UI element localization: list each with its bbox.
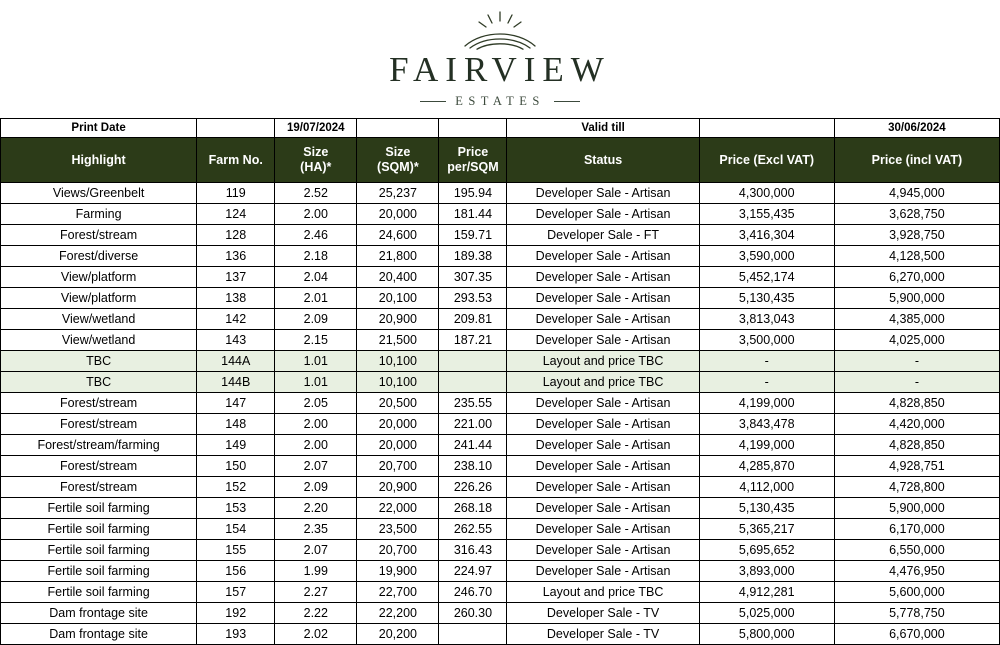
price-per-sqm-cell: 262.55 [439, 519, 507, 540]
highlight-cell: Fertile soil farming [1, 498, 197, 519]
farm-no-cell: 155 [197, 540, 275, 561]
size-sqm-cell: 20,700 [357, 540, 439, 561]
price-per-sqm-cell [439, 351, 507, 372]
status-cell: Layout and price TBC [507, 372, 699, 393]
size-sqm-cell: 20,400 [357, 267, 439, 288]
size-sqm-cell: 20,200 [357, 624, 439, 645]
highlight-cell: Forest/stream [1, 456, 197, 477]
farm-no-cell: 119 [197, 183, 275, 204]
price-excl-vat-cell: 5,695,652 [699, 540, 834, 561]
price-incl-vat-cell: 4,728,800 [834, 477, 999, 498]
price-incl-vat-cell: 4,385,000 [834, 309, 999, 330]
column-header-size-ha-line2: (HA)* [300, 160, 332, 174]
price-incl-vat-cell: 5,900,000 [834, 498, 999, 519]
highlight-cell: Views/Greenbelt [1, 183, 197, 204]
status-cell: Developer Sale - Artisan [507, 267, 699, 288]
column-header-size-sqm-line1: Size [385, 145, 411, 159]
size-ha-cell: 2.09 [275, 309, 357, 330]
price-excl-vat-cell: 4,199,000 [699, 393, 834, 414]
price-incl-vat-cell: 4,420,000 [834, 414, 999, 435]
valid-till-label: Valid till [507, 119, 699, 138]
price-incl-vat-cell: 5,900,000 [834, 288, 999, 309]
price-excl-vat-cell: 3,590,000 [699, 246, 834, 267]
size-sqm-cell: 20,700 [357, 456, 439, 477]
divider-right [554, 101, 580, 102]
farm-no-cell: 144B [197, 372, 275, 393]
farm-no-cell: 138 [197, 288, 275, 309]
price-excl-vat-cell: - [699, 372, 834, 393]
farm-no-cell: 124 [197, 204, 275, 225]
size-ha-cell: 2.15 [275, 330, 357, 351]
price-excl-vat-cell: 4,912,281 [699, 582, 834, 603]
price-excl-vat-cell: - [699, 351, 834, 372]
price-per-sqm-cell: 241.44 [439, 435, 507, 456]
status-cell: Developer Sale - Artisan [507, 246, 699, 267]
highlight-cell: View/platform [1, 288, 197, 309]
size-ha-cell: 2.00 [275, 435, 357, 456]
size-ha-cell: 2.46 [275, 225, 357, 246]
price-excl-vat-cell: 3,893,000 [699, 561, 834, 582]
table-row [1, 477, 1000, 498]
size-sqm-cell: 20,500 [357, 393, 439, 414]
valid-till-value: 30/06/2024 [834, 119, 999, 138]
price-incl-vat-cell: 4,476,950 [834, 561, 999, 582]
price-incl-vat-cell: 4,828,850 [834, 393, 999, 414]
table-row [1, 624, 1000, 645]
highlight-cell: Forest/stream/farming [1, 435, 197, 456]
farm-no-cell: 148 [197, 414, 275, 435]
highlight-cell: View/wetland [1, 309, 197, 330]
price-incl-vat-cell: 6,270,000 [834, 267, 999, 288]
table-row [1, 456, 1000, 477]
table-row [1, 603, 1000, 624]
price-incl-vat-cell: 4,828,850 [834, 435, 999, 456]
size-ha-cell: 2.00 [275, 204, 357, 225]
highlight-cell: Forest/stream [1, 477, 197, 498]
size-sqm-cell: 21,500 [357, 330, 439, 351]
print-date-label: Print Date [1, 119, 197, 138]
farm-no-cell: 150 [197, 456, 275, 477]
column-header-size-ha [275, 138, 357, 183]
size-ha-cell: 1.01 [275, 372, 357, 393]
status-cell: Developer Sale - FT [507, 225, 699, 246]
price-excl-vat-cell: 5,452,174 [699, 267, 834, 288]
status-cell: Developer Sale - TV [507, 603, 699, 624]
size-sqm-cell: 20,900 [357, 477, 439, 498]
size-sqm-cell: 20,000 [357, 435, 439, 456]
size-sqm-cell: 10,100 [357, 351, 439, 372]
table-row [1, 414, 1000, 435]
table-row [1, 393, 1000, 414]
highlight-cell: Fertile soil farming [1, 582, 197, 603]
column-header-price-per-sqm-line2: per/SQM [447, 160, 499, 174]
status-cell: Developer Sale - Artisan [507, 540, 699, 561]
status-cell: Developer Sale - Artisan [507, 204, 699, 225]
status-cell: Developer Sale - Artisan [507, 288, 699, 309]
divider-left [420, 101, 446, 102]
price-excl-vat-cell: 3,843,478 [699, 414, 834, 435]
status-cell: Developer Sale - Artisan [507, 330, 699, 351]
size-sqm-cell: 23,500 [357, 519, 439, 540]
price-list-table [0, 118, 1000, 645]
size-ha-cell: 2.22 [275, 603, 357, 624]
highlight-cell: Dam frontage site [1, 624, 197, 645]
table-row [1, 561, 1000, 582]
price-per-sqm-cell: 224.97 [439, 561, 507, 582]
table-row [1, 372, 1000, 393]
table-row [1, 183, 1000, 204]
size-sqm-cell: 20,900 [357, 309, 439, 330]
sunrise-field-icon [457, 10, 543, 50]
price-excl-vat-cell: 4,112,000 [699, 477, 834, 498]
table-row [1, 267, 1000, 288]
size-sqm-cell: 22,200 [357, 603, 439, 624]
size-ha-cell: 2.07 [275, 540, 357, 561]
brand-header [0, 0, 1000, 118]
highlight-cell: View/platform [1, 267, 197, 288]
highlight-cell: Forest/stream [1, 393, 197, 414]
price-incl-vat-cell: 3,928,750 [834, 225, 999, 246]
price-incl-vat-cell: 4,945,000 [834, 183, 999, 204]
table-row [1, 498, 1000, 519]
table-row [1, 540, 1000, 561]
farm-no-cell: 152 [197, 477, 275, 498]
highlight-cell: Forest/diverse [1, 246, 197, 267]
price-incl-vat-cell: 5,778,750 [834, 603, 999, 624]
size-sqm-cell: 19,900 [357, 561, 439, 582]
print-date-value: 19/07/2024 [275, 119, 357, 138]
status-cell: Developer Sale - Artisan [507, 519, 699, 540]
table-row [1, 288, 1000, 309]
size-ha-cell: 2.35 [275, 519, 357, 540]
price-per-sqm-cell: 238.10 [439, 456, 507, 477]
price-incl-vat-cell: 3,628,750 [834, 204, 999, 225]
status-cell: Layout and price TBC [507, 582, 699, 603]
price-per-sqm-cell: 187.21 [439, 330, 507, 351]
farm-no-cell: 154 [197, 519, 275, 540]
size-sqm-cell: 22,700 [357, 582, 439, 603]
price-incl-vat-cell: 6,670,000 [834, 624, 999, 645]
size-sqm-cell: 25,237 [357, 183, 439, 204]
price-excl-vat-cell: 3,416,304 [699, 225, 834, 246]
price-excl-vat-cell: 3,155,435 [699, 204, 834, 225]
farm-no-cell: 147 [197, 393, 275, 414]
farm-no-cell: 142 [197, 309, 275, 330]
size-ha-cell: 2.00 [275, 414, 357, 435]
highlight-cell: Forest/stream [1, 225, 197, 246]
status-cell: Developer Sale - TV [507, 624, 699, 645]
size-sqm-cell: 20,000 [357, 414, 439, 435]
table-row [1, 246, 1000, 267]
price-per-sqm-cell: 195.94 [439, 183, 507, 204]
size-sqm-cell: 20,000 [357, 204, 439, 225]
status-cell: Layout and price TBC [507, 351, 699, 372]
meta-spacer-1 [197, 119, 275, 138]
price-per-sqm-cell: 235.55 [439, 393, 507, 414]
brand-subtitle-row [420, 94, 580, 109]
price-incl-vat-cell: 4,128,500 [834, 246, 999, 267]
price-excl-vat-cell: 4,285,870 [699, 456, 834, 477]
highlight-cell: View/wetland [1, 330, 197, 351]
column-header-size-ha-line1: Size [303, 145, 329, 159]
price-excl-vat-cell: 5,025,000 [699, 603, 834, 624]
size-ha-cell: 2.27 [275, 582, 357, 603]
table-body [1, 183, 1000, 645]
price-per-sqm-cell: 209.81 [439, 309, 507, 330]
column-header-price-excl-vat: Price (Excl VAT) [699, 138, 834, 183]
price-per-sqm-cell: 307.35 [439, 267, 507, 288]
table-header-row [1, 138, 1000, 183]
highlight-cell: Fertile soil farming [1, 540, 197, 561]
price-per-sqm-cell: 268.18 [439, 498, 507, 519]
table-row [1, 582, 1000, 603]
farm-no-cell: 192 [197, 603, 275, 624]
farm-no-cell: 144A [197, 351, 275, 372]
price-incl-vat-cell: 5,600,000 [834, 582, 999, 603]
price-per-sqm-cell: 181.44 [439, 204, 507, 225]
column-header-status: Status [507, 138, 699, 183]
size-ha-cell: 1.01 [275, 351, 357, 372]
price-per-sqm-cell: 316.43 [439, 540, 507, 561]
price-excl-vat-cell: 3,500,000 [699, 330, 834, 351]
size-sqm-cell: 21,800 [357, 246, 439, 267]
brand-subtitle: ESTATES [455, 94, 545, 108]
farm-no-cell: 128 [197, 225, 275, 246]
column-header-price-per-sqm-line1: Price [457, 145, 489, 159]
size-ha-cell: 2.09 [275, 477, 357, 498]
table-row [1, 309, 1000, 330]
highlight-cell: Fertile soil farming [1, 519, 197, 540]
table-row [1, 330, 1000, 351]
price-incl-vat-cell: - [834, 372, 999, 393]
price-excl-vat-cell: 4,199,000 [699, 435, 834, 456]
meta-row [1, 119, 1000, 138]
farm-no-cell: 193 [197, 624, 275, 645]
size-ha-cell: 2.20 [275, 498, 357, 519]
farm-no-cell: 137 [197, 267, 275, 288]
farm-no-cell: 143 [197, 330, 275, 351]
column-header-size-sqm-line2: (SQM)* [377, 160, 419, 174]
status-cell: Developer Sale - Artisan [507, 561, 699, 582]
status-cell: Developer Sale - Artisan [507, 477, 699, 498]
highlight-cell: TBC [1, 351, 197, 372]
size-sqm-cell: 20,100 [357, 288, 439, 309]
size-ha-cell: 2.01 [275, 288, 357, 309]
highlight-cell: Fertile soil farming [1, 561, 197, 582]
price-incl-vat-cell: 6,550,000 [834, 540, 999, 561]
price-per-sqm-cell: 189.38 [439, 246, 507, 267]
column-header-farm-no: Farm No. [197, 138, 275, 183]
price-per-sqm-cell: 260.30 [439, 603, 507, 624]
highlight-cell: Dam frontage site [1, 603, 197, 624]
table-row [1, 225, 1000, 246]
status-cell: Developer Sale - Artisan [507, 183, 699, 204]
size-sqm-cell: 24,600 [357, 225, 439, 246]
size-sqm-cell: 22,000 [357, 498, 439, 519]
farm-no-cell: 149 [197, 435, 275, 456]
column-header-highlight: Highlight [1, 138, 197, 183]
status-cell: Developer Sale - Artisan [507, 435, 699, 456]
price-excl-vat-cell: 4,300,000 [699, 183, 834, 204]
highlight-cell: Forest/stream [1, 414, 197, 435]
farm-no-cell: 153 [197, 498, 275, 519]
price-per-sqm-cell [439, 624, 507, 645]
size-ha-cell: 2.52 [275, 183, 357, 204]
meta-spacer-3 [439, 119, 507, 138]
price-per-sqm-cell: 246.70 [439, 582, 507, 603]
farm-no-cell: 157 [197, 582, 275, 603]
column-header-price-per-sqm [439, 138, 507, 183]
table-row [1, 519, 1000, 540]
price-excl-vat-cell: 3,813,043 [699, 309, 834, 330]
size-ha-cell: 2.18 [275, 246, 357, 267]
status-cell: Developer Sale - Artisan [507, 414, 699, 435]
price-per-sqm-cell: 159.71 [439, 225, 507, 246]
highlight-cell: TBC [1, 372, 197, 393]
table-row [1, 435, 1000, 456]
price-incl-vat-cell: 4,928,751 [834, 456, 999, 477]
table-row [1, 204, 1000, 225]
status-cell: Developer Sale - Artisan [507, 456, 699, 477]
highlight-cell: Farming [1, 204, 197, 225]
price-incl-vat-cell: 6,170,000 [834, 519, 999, 540]
column-header-price-incl-vat: Price (incl VAT) [834, 138, 999, 183]
farm-no-cell: 136 [197, 246, 275, 267]
farm-no-cell: 156 [197, 561, 275, 582]
price-per-sqm-cell [439, 372, 507, 393]
status-cell: Developer Sale - Artisan [507, 393, 699, 414]
price-excl-vat-cell: 5,130,435 [699, 288, 834, 309]
price-per-sqm-cell: 221.00 [439, 414, 507, 435]
size-ha-cell: 2.04 [275, 267, 357, 288]
size-ha-cell: 2.05 [275, 393, 357, 414]
status-cell: Developer Sale - Artisan [507, 498, 699, 519]
price-excl-vat-cell: 5,130,435 [699, 498, 834, 519]
brand-title: FAIRVIEW [389, 50, 611, 89]
column-header-size-sqm [357, 138, 439, 183]
size-ha-cell: 2.02 [275, 624, 357, 645]
price-incl-vat-cell: 4,025,000 [834, 330, 999, 351]
size-ha-cell: 2.07 [275, 456, 357, 477]
meta-spacer-4 [699, 119, 834, 138]
meta-spacer-2 [357, 119, 439, 138]
price-incl-vat-cell: - [834, 351, 999, 372]
size-ha-cell: 1.99 [275, 561, 357, 582]
size-sqm-cell: 10,100 [357, 372, 439, 393]
price-per-sqm-cell: 293.53 [439, 288, 507, 309]
table-row [1, 351, 1000, 372]
price-excl-vat-cell: 5,800,000 [699, 624, 834, 645]
price-excl-vat-cell: 5,365,217 [699, 519, 834, 540]
price-per-sqm-cell: 226.26 [439, 477, 507, 498]
status-cell: Developer Sale - Artisan [507, 309, 699, 330]
